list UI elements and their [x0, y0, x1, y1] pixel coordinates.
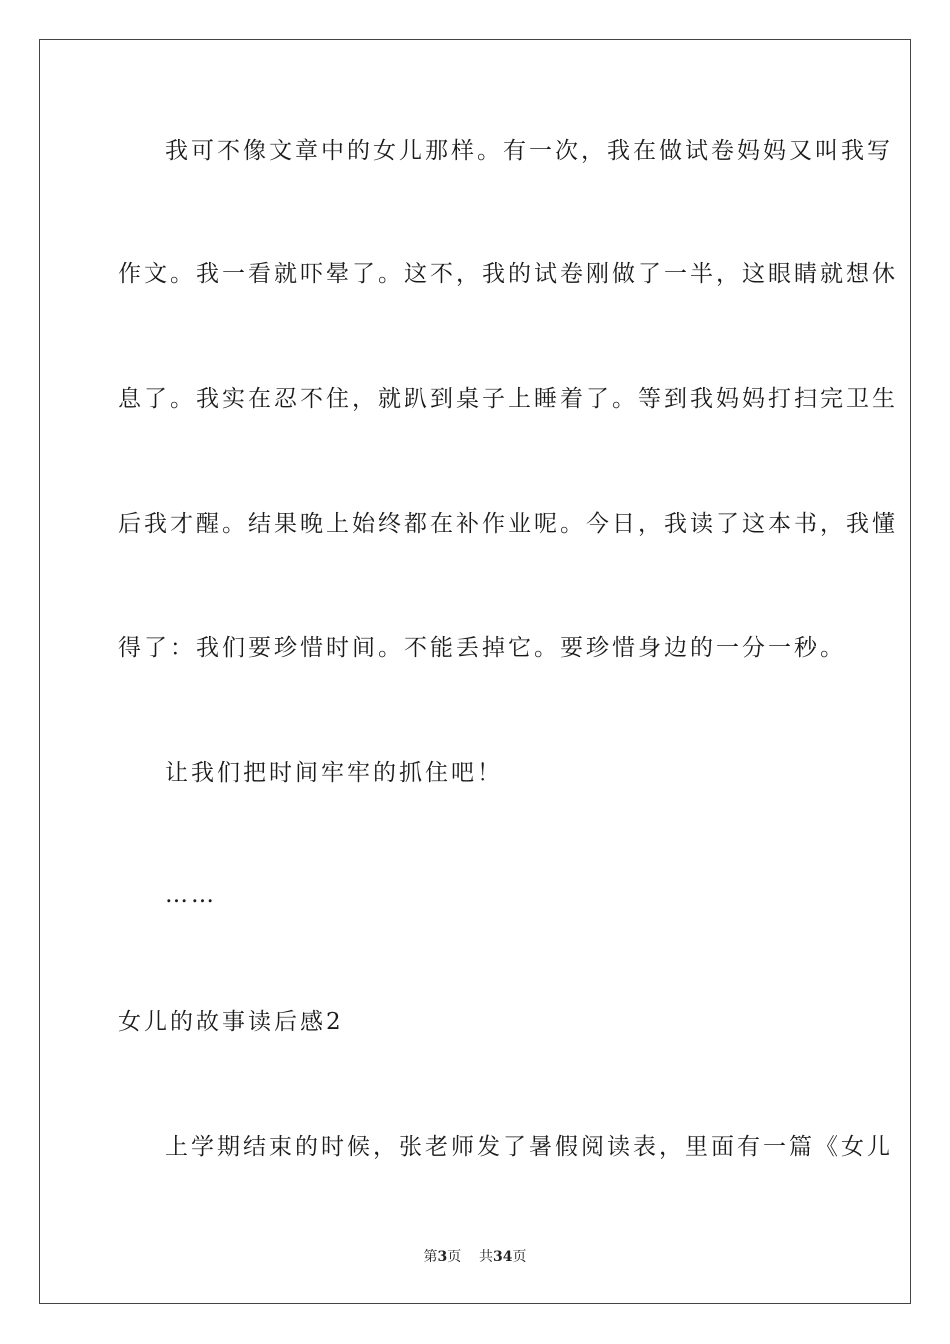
- footer-total-prefix: 共: [479, 1249, 494, 1265]
- paragraph-line-2: 作文。我一看就吓晕了。这不，我的试卷刚做了一半，这眼睛就想休: [118, 261, 898, 287]
- paragraph-line-3: 息了。我实在忍不住，就趴到桌子上睡着了。等到我妈妈打扫完卫生: [118, 386, 898, 412]
- paragraph-line-6: 让我们把时间牢牢的抓住吧！: [165, 760, 503, 786]
- footer-page-suffix: 页: [447, 1249, 462, 1265]
- footer-total-suffix: 页: [512, 1249, 527, 1265]
- paragraph-line-4: 后我才醒。结果晚上始终都在补作业呢。今日，我读了这本书，我懂: [118, 511, 898, 537]
- paragraph-line-5: 得了：我们要珍惜时间。不能丢掉它。要珍惜身边的一分一秒。: [118, 635, 846, 661]
- paragraph-line-1: 我可不像文章中的女儿那样。有一次，我在做试卷妈妈又叫我写: [165, 138, 893, 164]
- footer-total-pages: 34: [493, 1249, 513, 1265]
- footer-page-prefix: 第: [423, 1249, 438, 1265]
- section-heading: 女儿的故事读后感2: [118, 1009, 344, 1035]
- page-footer: [0, 1247, 950, 1267]
- paragraph-line-7: 上学期结束的时候，张老师发了暑假阅读表，里面有一篇《女儿: [165, 1134, 893, 1160]
- footer-page-current: 3: [437, 1249, 448, 1265]
- ellipsis-line: ……: [165, 882, 217, 908]
- page-border: [39, 39, 911, 1304]
